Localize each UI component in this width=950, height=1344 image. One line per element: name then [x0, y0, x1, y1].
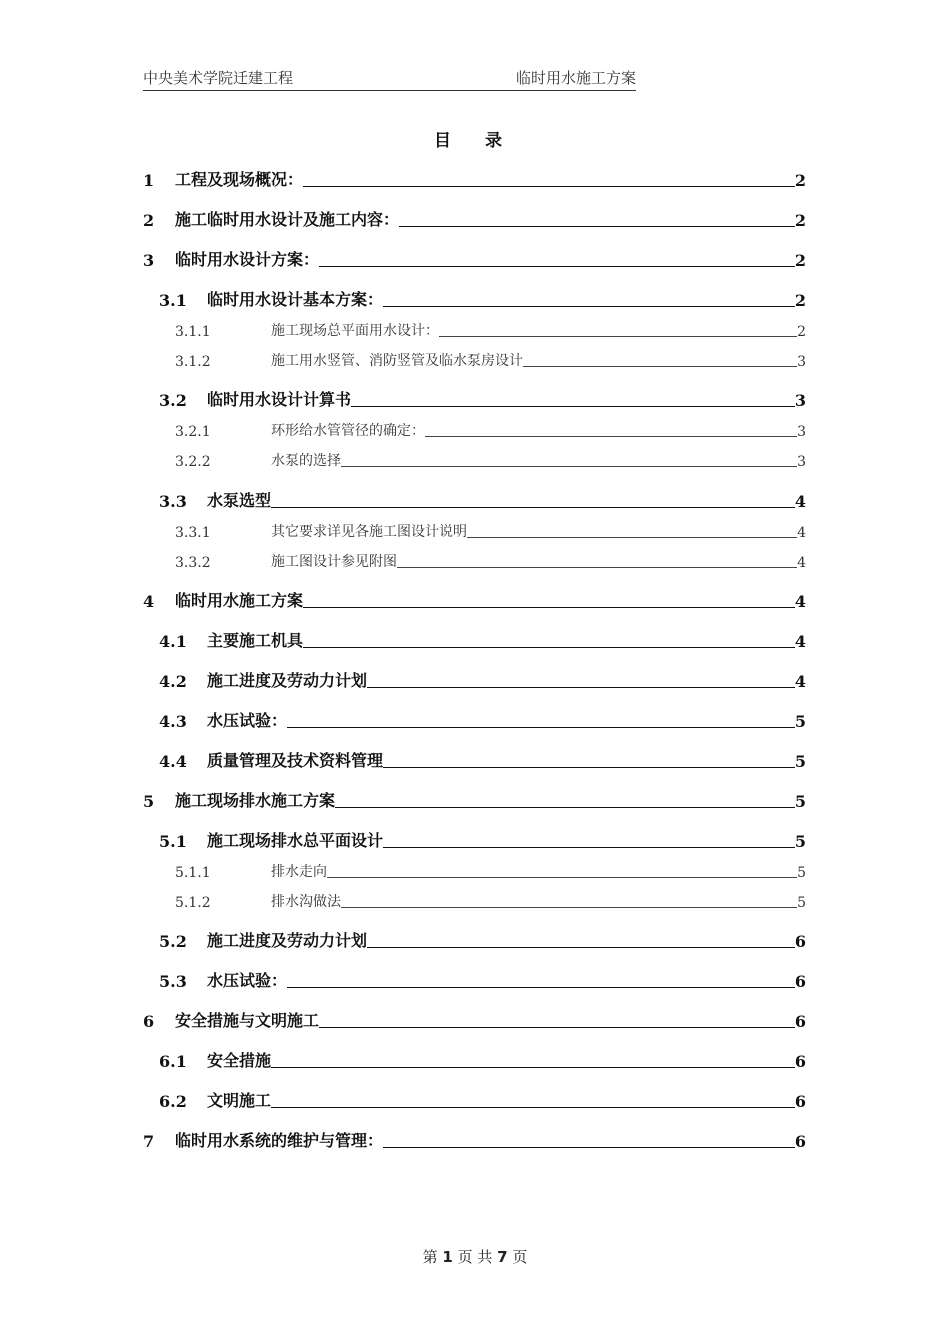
toc-entry-page: 5 [794, 712, 806, 731]
toc-entry-page: 2 [794, 251, 806, 270]
toc-leader-line [351, 406, 795, 407]
toc-entry-page: 2 [794, 211, 806, 230]
toc-entry-number: 5.3 [159, 972, 187, 991]
toc-entry[interactable] [143, 1091, 806, 1111]
toc-entry-label: 排水走向 [271, 864, 327, 880]
toc-entry-page: 2 [797, 324, 806, 340]
toc-entry-label: 安全措施 [207, 1051, 272, 1070]
toc-entry[interactable] [143, 290, 806, 310]
toc-entry-number: 4.4 [159, 752, 187, 771]
toc-entry-label: 主要施工机具 [207, 631, 304, 650]
toc-entry[interactable] [143, 1131, 806, 1151]
toc-entry[interactable] [143, 350, 806, 370]
toc-entry-label: 施工进度及劳动力计划 [207, 931, 368, 950]
toc-entry[interactable] [143, 971, 806, 991]
toc-entry[interactable] [143, 791, 806, 811]
toc-entry-page: 5 [794, 832, 806, 851]
toc-entry-number: 3.2.1 [175, 424, 211, 440]
toc-entry-label: 安全措施与文明施工 [175, 1011, 320, 1030]
toc-entry-number: 2 [143, 211, 155, 230]
toc-leader-line [319, 266, 795, 267]
toc-entry-page: 5 [797, 865, 806, 881]
toc-entry-label: 临时用水设计方案： [175, 250, 320, 269]
toc-entry-label: 质量管理及技术资料管理 [207, 751, 384, 770]
toc-leader-line [287, 727, 795, 728]
toc-entry[interactable] [143, 861, 806, 881]
toc-entry-number: 6.1 [159, 1052, 187, 1071]
toc-entry-page: 6 [794, 1092, 806, 1111]
toc-entry-page: 6 [794, 1052, 806, 1071]
toc-entry-label: 临时用水设计计算书 [207, 390, 352, 409]
toc-entry-page: 6 [794, 972, 806, 991]
toc-leader-line [341, 907, 797, 908]
toc-entry-page: 2 [794, 171, 806, 190]
toc-entry[interactable] [143, 1011, 806, 1031]
toc-entry-page: 3 [794, 391, 806, 410]
toc-entry-page: 5 [797, 895, 806, 911]
toc-entry-number: 3.3.2 [175, 555, 211, 571]
toc-entry-label: 施工现场总平面用水设计： [271, 323, 439, 339]
toc-leader-line [397, 567, 797, 568]
toc-leader-line [367, 947, 795, 948]
toc-entry-number: 4 [143, 592, 155, 611]
toc-leader-line [341, 466, 797, 467]
toc-leader-line [303, 607, 795, 608]
toc-entry-label: 环形给水管管径的确定： [271, 423, 425, 439]
toc-entry[interactable] [143, 450, 806, 470]
toc-entry-number: 4.3 [159, 712, 187, 731]
header-document-title: 临时用水施工方案 [515, 69, 636, 87]
toc-entry-page: 4 [794, 492, 806, 511]
toc-entry[interactable] [143, 250, 806, 270]
toc-entry[interactable] [143, 831, 806, 851]
toc-entry-number: 6.2 [159, 1092, 187, 1111]
toc-entry-page: 2 [794, 291, 806, 310]
toc-entry-page: 4 [794, 592, 806, 611]
toc-leader-line [271, 1107, 795, 1108]
toc-entry-number: 5.1 [159, 832, 187, 851]
toc-entry-number: 5.1.1 [175, 865, 211, 881]
toc-entry-label: 水压试验： [207, 711, 288, 730]
toc-entry-label: 排水沟做法 [271, 894, 341, 910]
toc-entry[interactable] [143, 491, 806, 511]
toc-leader-line [383, 1147, 795, 1148]
footer-suffix: 页 [512, 1248, 528, 1266]
footer-prefix: 第 [422, 1248, 438, 1266]
toc-entry-label: 施工现场排水总平面设计 [207, 831, 384, 850]
toc-leader-line [303, 186, 795, 187]
toc-entry[interactable] [143, 390, 806, 410]
toc-entry-page: 6 [794, 932, 806, 951]
toc-entry[interactable] [143, 170, 806, 190]
footer-current-page: 1 [442, 1248, 453, 1266]
toc-leader-line [425, 436, 797, 437]
toc-entry-page: 3 [797, 354, 806, 370]
toc-entry-number: 5.2 [159, 932, 187, 951]
toc-leader-line [303, 647, 795, 648]
toc-leader-line [327, 877, 797, 878]
toc-entry-label: 施工现场排水施工方案 [175, 791, 336, 810]
toc-entry-number: 3.1.2 [175, 354, 211, 370]
toc-entry-number: 4.1 [159, 632, 187, 651]
toc-entry-page: 5 [794, 792, 806, 811]
toc-leader-line [319, 1027, 795, 1028]
toc-leader-line [287, 987, 795, 988]
toc-entry-number: 3 [143, 251, 155, 270]
toc-entry-page: 6 [794, 1132, 806, 1151]
toc-entry-number: 4.2 [159, 672, 187, 691]
toc-leader-line [335, 807, 795, 808]
toc-entry-number: 3.3.1 [175, 525, 211, 541]
toc-entry-label: 施工用水竖管、消防竖管及临水泵房设计 [271, 353, 523, 369]
toc-leader-line [439, 336, 797, 337]
toc-entry-number: 1 [143, 171, 155, 190]
toc-entry-page: 6 [794, 1012, 806, 1031]
header-project-name: 中央美术学院迁建工程 [143, 69, 294, 87]
toc-entry[interactable] [143, 711, 806, 731]
toc-entry-label: 工程及现场概况： [175, 170, 304, 189]
toc-entry-number: 5.1.2 [175, 895, 211, 911]
toc-entry-page: 4 [794, 672, 806, 691]
toc-entry-label: 施工进度及劳动力计划 [207, 671, 368, 690]
toc-entry-label: 临时用水系统的维护与管理： [175, 1131, 384, 1150]
toc-leader-line [271, 1067, 795, 1068]
toc-leader-line [383, 767, 795, 768]
toc-leader-line [383, 306, 795, 307]
toc-entry[interactable] [143, 591, 806, 611]
toc-entry-label: 施工临时用水设计及施工内容： [175, 210, 400, 229]
toc-leader-line [383, 847, 795, 848]
footer-mid: 页 共 [457, 1248, 493, 1266]
toc-entry[interactable] [143, 521, 806, 541]
toc-entry-number: 7 [143, 1132, 155, 1151]
toc-entry-number: 3.1 [159, 291, 187, 310]
toc-entry[interactable] [143, 751, 806, 771]
toc-entry-page: 4 [797, 525, 806, 541]
toc-leader-line [467, 537, 797, 538]
toc-entry-label: 其它要求详见各施工图设计说明 [271, 524, 467, 540]
toc-leader-line [367, 687, 795, 688]
toc-entry-number: 3.3 [159, 492, 187, 511]
toc-entry[interactable] [143, 891, 806, 911]
toc-entry[interactable] [143, 1051, 806, 1071]
toc-entry-page: 4 [794, 632, 806, 651]
toc-entry-label: 水压试验： [207, 971, 288, 990]
toc-entry-page: 4 [797, 555, 806, 571]
page-footer [0, 1246, 950, 1267]
toc-entry[interactable] [143, 631, 806, 651]
toc-entry-label: 施工图设计参见附图 [271, 554, 397, 570]
toc-leader-line [271, 507, 795, 508]
toc-entry-label: 水泵选型 [207, 491, 272, 510]
toc-entry-page: 5 [794, 752, 806, 771]
page-header [143, 68, 636, 91]
toc-entry[interactable] [143, 210, 806, 230]
toc-entry-label: 文明施工 [207, 1091, 272, 1110]
toc-entry-number: 6 [143, 1012, 155, 1031]
toc-entry[interactable] [143, 320, 806, 340]
toc-entry-number: 3.2.2 [175, 454, 211, 470]
toc-entry[interactable] [143, 931, 806, 951]
toc-title: 目 录 [434, 131, 516, 151]
toc-entry-label: 临时用水设计基本方案： [207, 290, 384, 309]
toc-entry[interactable] [143, 671, 806, 691]
toc-leader-line [523, 366, 797, 367]
toc-leader-line [399, 226, 795, 227]
toc-entry[interactable] [143, 551, 806, 571]
toc-entry-label: 临时用水施工方案 [175, 591, 304, 610]
toc-entry[interactable] [143, 420, 806, 440]
footer-total-pages: 7 [497, 1248, 508, 1266]
toc-entry-page: 3 [797, 424, 806, 440]
toc-entry-number: 5 [143, 792, 155, 811]
toc-entry-page: 3 [797, 454, 806, 470]
toc-entry-label: 水泵的选择 [271, 453, 341, 469]
toc-entry-number: 3.1.1 [175, 324, 211, 340]
toc-entry-number: 3.2 [159, 391, 187, 410]
